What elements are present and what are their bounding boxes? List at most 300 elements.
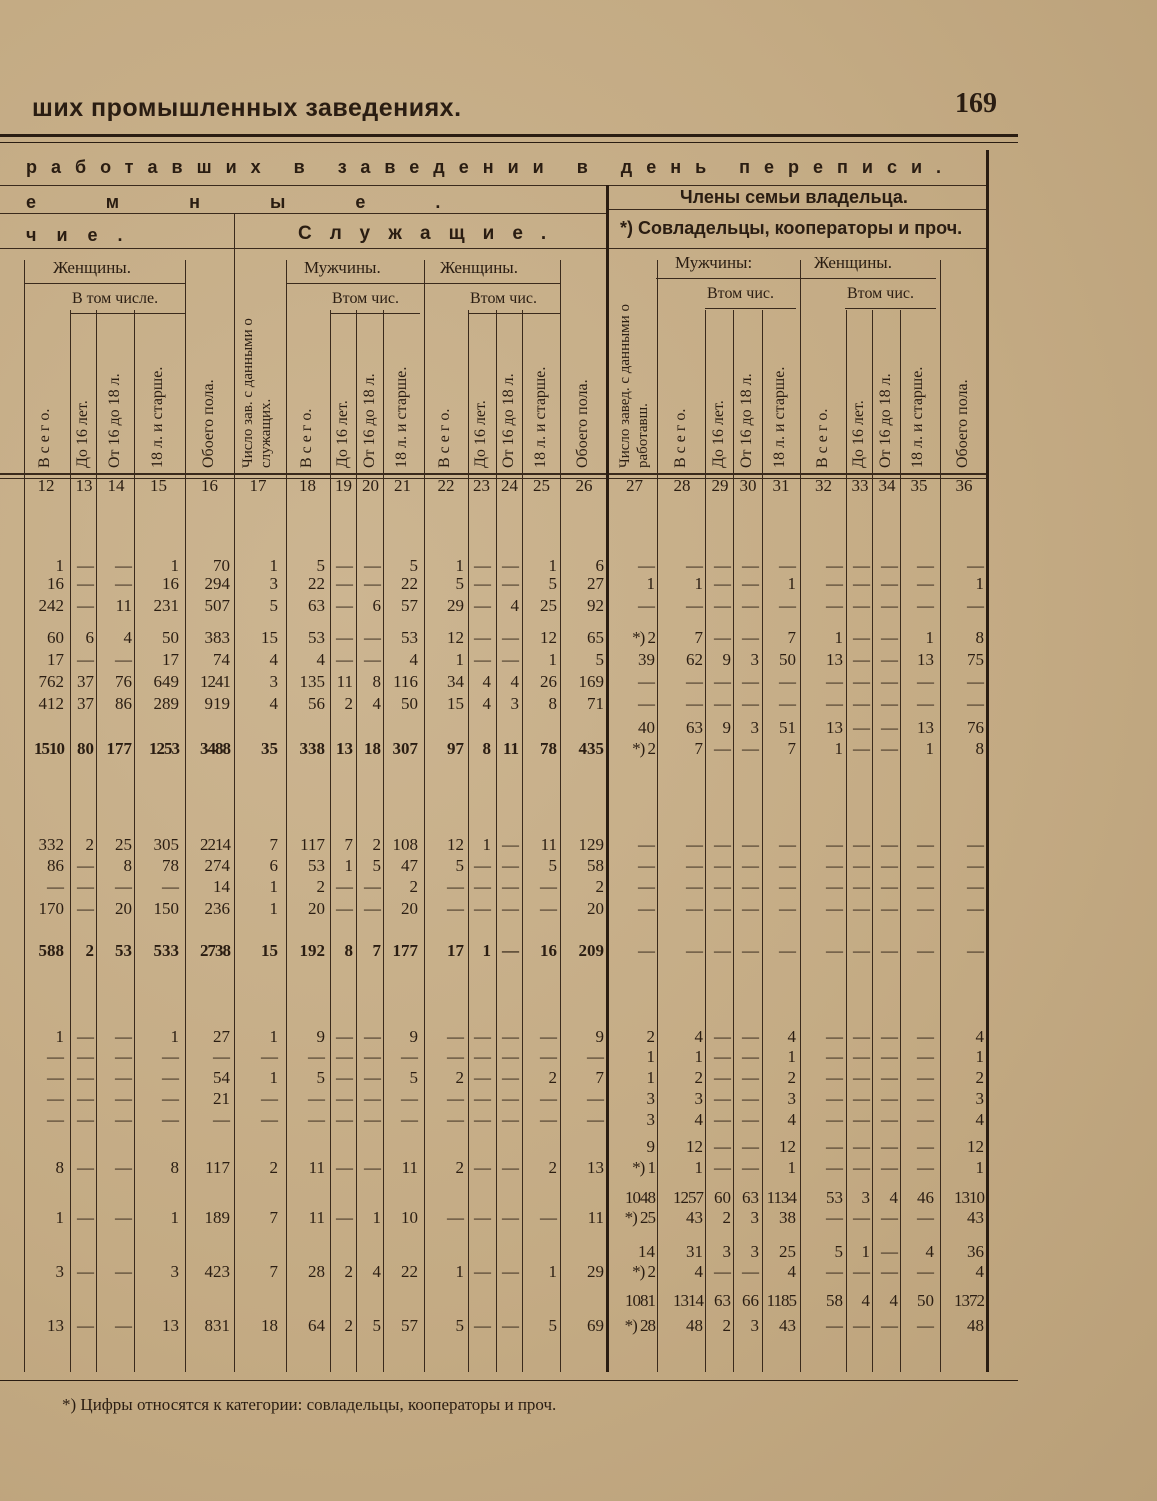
table-cell: 13 [336,739,353,758]
table-cell: — [336,1110,353,1129]
table-cell: 507 [204,596,230,615]
table-cell: — [587,1089,604,1108]
table-cell: — [447,1208,464,1227]
table-cell: 54 [213,1068,230,1087]
table-cell: 435 [578,739,604,758]
table-cell: — [447,899,464,918]
table-cell: — [881,941,898,960]
table-cell: 15 [261,941,278,960]
table-cell: 192 [299,941,325,960]
table-cell: — [881,1137,898,1156]
column-label-16to18: От 16 до 18 л. [877,373,894,468]
table-cell: — [336,596,353,615]
incl-rule-5 [845,308,936,309]
table-cell: — [77,574,94,593]
column-label-18plus: 18 л. и старше. [531,366,549,468]
table-cell: 47 [401,856,418,875]
table-cell: — [714,1089,731,1108]
table-cell: 1 [925,628,934,647]
column-label-total: В с е г о. [297,408,315,468]
table-cell: 13 [917,650,934,669]
table-cell: 5 [455,1316,464,1335]
column-number: 15 [150,476,167,495]
table-cell: — [826,1110,843,1129]
band-rule-1 [0,185,988,186]
incl-header-1: В том числе. [72,290,159,307]
grid-column-line [24,260,25,1372]
band-family: Члены семьи владельца. [680,187,908,207]
table-cell: 7 [269,835,278,854]
table-cell: — [336,1047,353,1066]
table-cell: — [742,1262,759,1281]
table-cell: — [779,556,796,575]
table-cell: 4 [861,1291,870,1310]
table-cell: — [826,1262,843,1281]
table-cell: 4 [975,1027,984,1046]
table-cell: 135 [299,672,325,691]
table-cell: — [881,1208,898,1227]
column-label-16to18: От 16 до 18 л. [106,373,123,468]
table-cell: — [308,1110,325,1129]
table-cell: 97 [447,739,464,758]
table-cell: — [917,1089,934,1108]
table-cell: — [47,877,64,896]
table-cell: 1314 [673,1291,703,1310]
table-cell: 43 [779,1316,796,1335]
table-cell: 62 [686,650,703,669]
table-cell: — [336,574,353,593]
table-cell: 2 [595,877,604,896]
table-cell: 56 [308,694,325,713]
table-cell: 2 [344,1316,353,1335]
table-cell: 2 [344,694,353,713]
table-cell: 4 [409,650,418,669]
column-number: 21 [394,476,411,495]
table-cell: — [917,694,934,713]
column-number: 14 [107,476,125,495]
table-cell: — [474,650,491,669]
table-cell: 50 [779,650,796,669]
table-cell: — [742,877,759,896]
table-cell: *) 1 [632,1158,655,1177]
table-cell: 649 [153,672,179,691]
table-cell: 3 [722,1242,731,1261]
incl-header-3: Втом чис. [470,290,537,307]
table-cell: — [853,1089,870,1108]
table-cell: — [686,877,703,896]
table-cell: 289 [153,694,179,713]
table-cell: — [162,1089,179,1108]
column-number: 16 [201,476,218,495]
table-cell: — [447,1027,464,1046]
column-number: 23 [473,476,490,495]
table-cell: 12 [967,1137,984,1156]
column-label-16to18: От 16 до 18 л. [360,373,378,468]
table-cell: — [77,650,94,669]
table-cell: — [364,877,381,896]
table-cell: — [447,1110,464,1129]
table-cell: — [474,628,491,647]
table-cell: 7 [694,739,703,758]
table-cell: — [853,941,870,960]
table-cell: 50 [401,694,418,713]
table-cell: — [826,1137,843,1156]
table-cell: 63 [714,1291,731,1310]
table-cell: — [853,628,870,647]
table-cell: 117 [205,1158,230,1177]
column-label-under16: До 16 лет. [334,400,351,468]
table-cell: 78 [540,739,557,758]
table-cell: — [638,672,655,691]
table-cell: — [826,672,843,691]
band-rule-3 [0,248,988,249]
table-cell: 37 [77,672,94,691]
incl-header-2: Втом чис. [332,290,399,307]
table-cell: — [115,1316,132,1335]
table-cell: — [881,1089,898,1108]
table-cell: — [474,1110,491,1129]
table-cell: — [364,1089,381,1108]
table-cell: 78 [162,856,179,875]
table-cell: — [826,1068,843,1087]
table-cell: — [336,899,353,918]
table-cell: — [714,1027,731,1046]
table-cell: — [686,556,703,575]
table-cell: — [308,1047,325,1066]
table-cell: — [917,1137,934,1156]
table-cell: 1 [55,556,64,575]
table-cell: — [714,672,731,691]
table-cell: — [881,718,898,737]
table-cell: 2 [787,1068,796,1087]
table-cell: 919 [204,694,230,713]
table-cell: 2 [455,1068,464,1087]
table-cell: 13 [826,718,843,737]
table-cell: 43 [686,1208,703,1227]
table-cell: — [115,1262,132,1281]
table-cell: — [401,1110,418,1129]
table-cell: 5 [834,1242,843,1261]
table-cell: 8 [123,856,132,875]
table-cell: — [826,941,843,960]
table-cell: — [779,672,796,691]
table-cell: 1 [975,1158,984,1177]
column-number: 28 [673,476,691,495]
table-cell: 1185 [766,1291,796,1310]
table-cell: — [742,1137,759,1156]
table-cell: — [853,1158,870,1177]
table-cell: — [502,856,519,875]
table-cell: 116 [393,672,418,691]
column-number: 34 [878,476,896,495]
table-cell: 2 [409,877,418,896]
table-cell: 6 [372,596,381,615]
table-cell: — [881,1316,898,1335]
table-cell: 209 [578,941,604,960]
table-cell: 14 [213,877,230,896]
table-cell: — [336,650,353,669]
table-cell: — [742,835,759,854]
table-cell: — [714,556,731,575]
table-cell: 8 [482,739,491,758]
table-cell: — [474,1316,491,1335]
table-cell: 4 [269,650,278,669]
table-cell: — [336,1027,353,1046]
table-cell: 3 [55,1262,64,1281]
table-cell: — [917,899,934,918]
table-cell: 1 [925,739,934,758]
table-cell: — [853,650,870,669]
table-cell: 12 [540,628,557,647]
band-clerks: Служащие. [298,223,565,244]
column-label-under16: До 16 лет. [710,400,727,468]
table-cell: — [77,1110,94,1129]
column-number: 19 [335,476,352,495]
table-cell: — [401,1047,418,1066]
table-cell: — [686,941,703,960]
table-cell: — [881,1110,898,1129]
table-cell: 28 [308,1262,325,1281]
table-cell: — [826,596,843,615]
table-cell: — [638,835,655,854]
table-cell: 2214 [200,835,230,854]
table-cell: — [881,877,898,896]
table-cell: 18 [261,1316,278,1335]
table-cell: 43 [967,1208,984,1227]
table-cell: 1372 [954,1291,984,1310]
table-cell: 2 [344,1262,353,1281]
table-cell: — [742,1027,759,1046]
column-number: 32 [815,476,832,495]
table-cell: 27 [587,574,604,593]
table-cell: 8 [55,1158,64,1177]
table-cell: 4 [694,1110,703,1129]
table-cell: 1 [455,1262,464,1281]
table-cell: — [474,596,491,615]
table-cell: — [917,1316,934,1335]
table-cell: — [638,694,655,713]
table-cell: 76 [967,718,984,737]
table-cell: — [686,596,703,615]
table-cell: *) 28 [624,1316,655,1335]
grid-column-line [185,260,186,1372]
men-header-3: Мужчины: [675,253,753,272]
table-cell: 21 [213,1089,230,1108]
table-cell: 53 [115,941,132,960]
table-cell: — [115,1208,132,1227]
table-cell: 36 [967,1242,984,1261]
table-cell: — [967,835,984,854]
table-cell: — [638,899,655,918]
table-cell: 3 [750,1208,759,1227]
table-cell: 1 [482,835,491,854]
table-cell: 588 [38,941,64,960]
table-cell: — [638,596,655,615]
table-cell: — [742,856,759,875]
table-cell: 231 [153,596,179,615]
incl-rule-1 [70,313,185,314]
table-cell: — [502,556,519,575]
table-cell: 1 [646,1047,655,1066]
column-label-18plus: 18 л. и старше. [148,366,166,468]
table-cell: — [779,941,796,960]
column-number: 17 [249,476,267,495]
table-cell: — [742,1158,759,1177]
top-rule [0,134,1018,137]
table-cell: 1 [269,877,278,896]
table-cell: — [917,1110,934,1129]
table-cell: — [853,718,870,737]
table-cell: 1 [455,650,464,669]
table-cell: — [853,1110,870,1129]
sex-rule-1 [24,283,185,284]
table-cell: 4 [123,628,132,647]
column-label-total: В с е г о. [672,408,689,468]
table-cell: 6 [85,628,94,647]
table-cell: — [261,1089,278,1108]
table-cell: 4 [316,650,325,669]
table-cell: — [502,1027,519,1046]
table-cell: 48 [967,1316,984,1335]
table-cell: 12 [447,628,464,647]
table-cell: 13 [826,650,843,669]
table-cell: — [826,574,843,593]
table-cell: 1134 [766,1188,796,1207]
table-cell: 63 [686,718,703,737]
table-cell: 1 [834,628,843,647]
table-cell: — [714,574,731,593]
table-cell: — [474,1158,491,1177]
table-cell: 11 [587,1208,604,1227]
table-cell: — [77,856,94,875]
table-cell: 4 [269,694,278,713]
footnote: *) Цифры относятся к категории: совладельцы, кооператоры и проч. [62,1395,557,1414]
table-cell: 274 [204,856,230,875]
table-cell: — [474,556,491,575]
table-cell: — [881,1242,898,1261]
table-cell: 2 [722,1316,731,1335]
table-cell: 60 [47,628,64,647]
table-cell: 39 [638,650,655,669]
sex-rule-3 [656,278,936,279]
table-cell: 7 [694,628,703,647]
table-cell: — [474,1089,491,1108]
table-cell: — [714,1110,731,1129]
table-cell: 1 [55,1027,64,1046]
table-cell: 12 [447,835,464,854]
column-number: 35 [910,476,928,495]
table-cell: 7 [787,739,796,758]
table-cell: — [779,694,796,713]
table-cell: 80 [77,739,94,758]
table-cell: — [779,596,796,615]
table-cell: 25 [115,835,132,854]
table-cell: — [967,899,984,918]
column-label-under16: До 16 лет. [74,400,91,468]
table-cell: 5 [372,1316,381,1335]
table-cell: 3 [750,1242,759,1261]
table-cell: 3 [694,1089,703,1108]
table-cell: 1 [170,1208,179,1227]
table-cell: — [714,1262,731,1281]
table-cell: — [917,672,934,691]
table-cell: 7 [344,835,353,854]
table-cell: 6 [595,556,604,575]
table-cell: 3 [269,672,278,691]
table-cell: 29 [587,1262,604,1281]
table-cell: 31 [686,1242,703,1261]
table-cell: 2 [975,1068,984,1087]
table-cell: 4 [694,1262,703,1281]
table-cell: — [540,1110,557,1129]
table-cell: — [638,856,655,875]
table-cell: — [826,694,843,713]
table-cell: 2 [316,877,325,896]
table-cell: 1 [269,1027,278,1046]
table-cell: — [447,1089,464,1108]
table-cell: 7 [787,628,796,647]
table-cell: 3 [750,1316,759,1335]
table-cell: — [474,899,491,918]
table-cell: *) 2 [632,739,655,758]
table-cell: — [881,672,898,691]
table-cell: — [826,556,843,575]
table-cell: 53 [308,628,325,647]
table-cell: 4 [975,1262,984,1281]
table-cell: — [714,856,731,875]
table-cell: — [502,877,519,896]
table-cell: — [881,628,898,647]
table-cell: 5 [455,574,464,593]
table-cell: — [502,1158,519,1177]
column-label-est_workers: Число завед. с данными о работавш. [616,304,651,468]
table-cell: — [714,1137,731,1156]
table-cell: 170 [38,899,64,918]
table-cell: 2 [722,1208,731,1227]
table-cell: — [917,1208,934,1227]
table-cell: — [967,556,984,575]
table-cell: — [502,1208,519,1227]
table-cell: 383 [204,628,230,647]
table-cell: — [77,1262,94,1281]
table-cell: 3 [510,694,519,713]
table-cell: 57 [401,1316,418,1335]
table-cell: 16 [162,574,179,593]
table-cell: 1 [694,574,703,593]
table-cell: — [308,1089,325,1108]
table-cell: — [540,1208,557,1227]
column-number: 26 [575,476,593,495]
table-cell: — [779,877,796,896]
table-cell: 66 [742,1291,759,1310]
table-cell: 189 [204,1208,230,1227]
table-cell: — [364,574,381,593]
table-cell: 5 [595,650,604,669]
table-cell: 3 [170,1262,179,1281]
table-cell: 5 [269,596,278,615]
table-cell: — [115,1110,132,1129]
table-cell: — [967,856,984,875]
table-cell: — [474,1262,491,1281]
table-cell: 1 [344,856,353,875]
table-cell: 4 [372,694,381,713]
table-cell: 4 [372,1262,381,1281]
table-cell: — [881,556,898,575]
table-cell: — [826,1027,843,1046]
table-cell: — [502,899,519,918]
table-cell: — [742,672,759,691]
table-cell: 2738 [200,941,230,960]
